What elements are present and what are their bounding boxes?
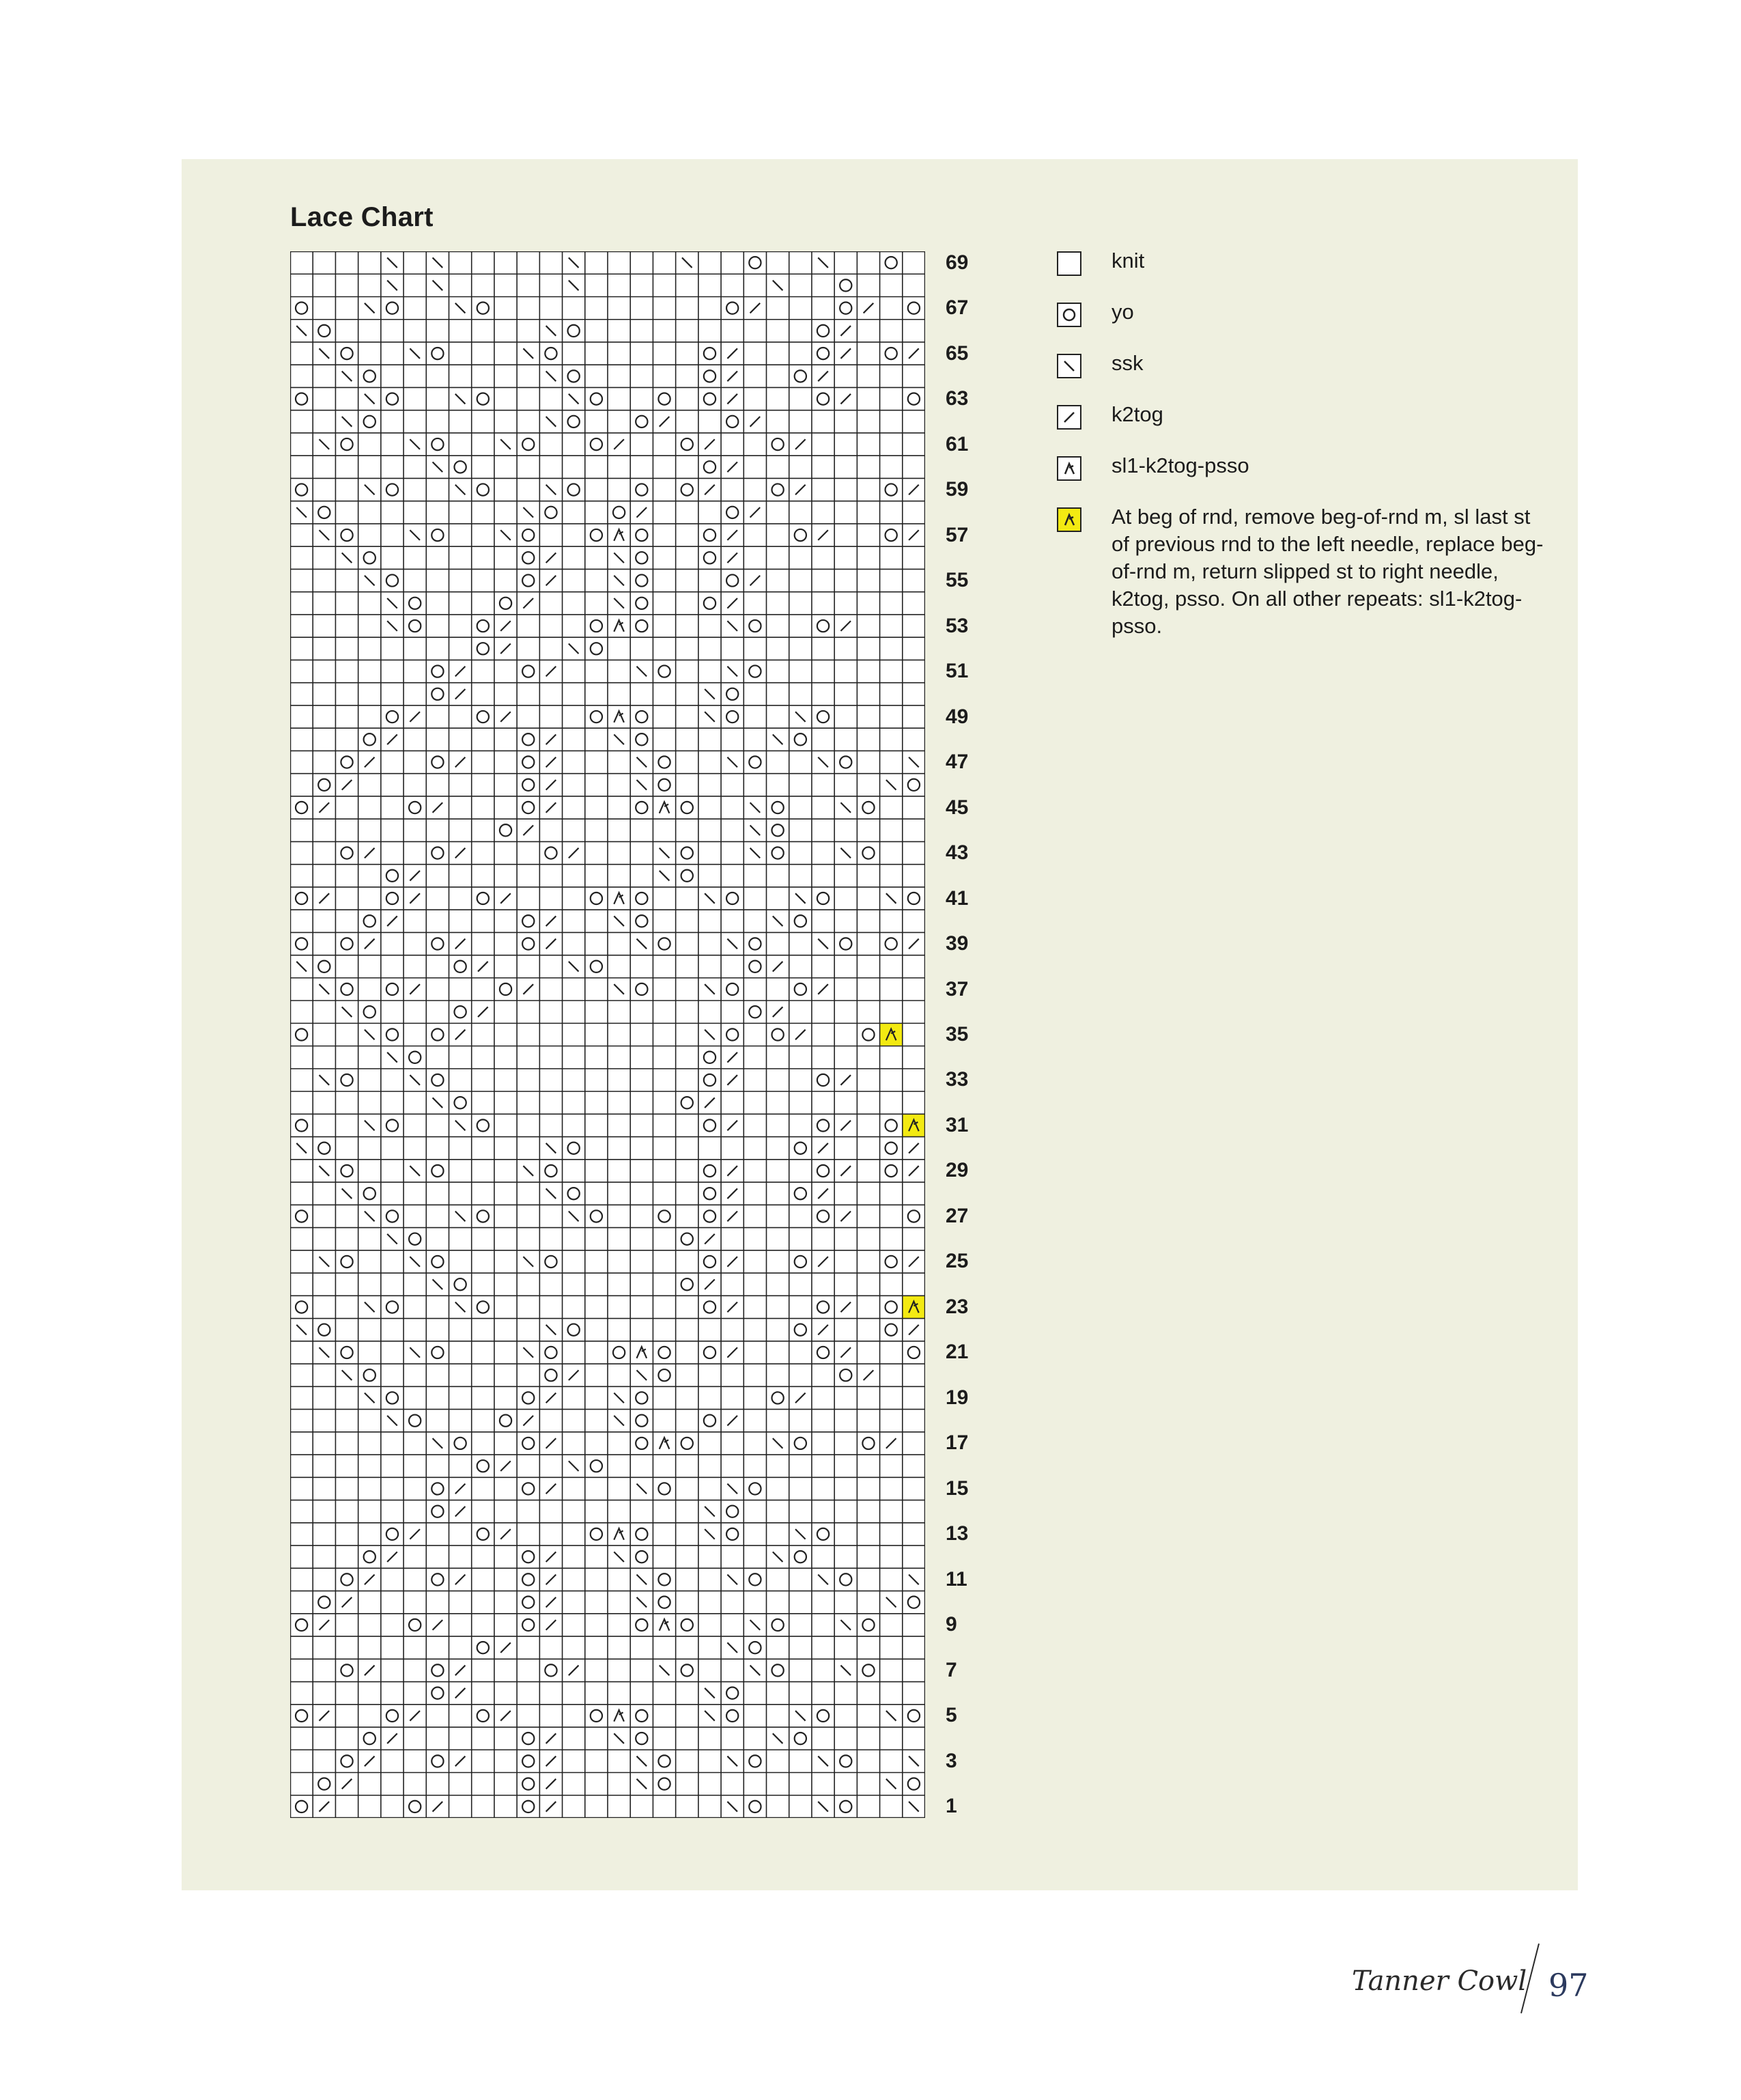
row-label-5: 5 xyxy=(946,1704,957,1727)
row-label-33: 33 xyxy=(946,1068,969,1091)
row-label-19: 19 xyxy=(946,1386,969,1409)
row-label-55: 55 xyxy=(946,569,969,592)
row-label-63: 63 xyxy=(946,387,969,410)
highlight-cell xyxy=(903,1296,925,1318)
lace-chart-grid xyxy=(290,251,925,1818)
ssk-symbol-icon xyxy=(1057,354,1081,378)
legend-sl1-k2tog-psso-label: sl1-k2tog-psso xyxy=(1112,453,1249,477)
k2tog-symbol-icon xyxy=(1057,405,1081,430)
chart-title: Lace Chart xyxy=(290,202,434,232)
highlighted-decrease-symbol-icon xyxy=(1057,507,1081,532)
legend-ssk-label: ssk xyxy=(1112,351,1144,375)
row-label-23: 23 xyxy=(946,1295,969,1318)
legend-yo-label: yo xyxy=(1112,300,1134,324)
row-label-17: 17 xyxy=(946,1431,969,1455)
page-number: 97 xyxy=(1548,1967,1589,2004)
row-label-25: 25 xyxy=(946,1250,969,1273)
footer-divider xyxy=(1517,1941,1544,2016)
row-label-65: 65 xyxy=(946,341,969,365)
legend-knit-label: knit xyxy=(1112,249,1145,272)
row-label-69: 69 xyxy=(946,251,969,274)
legend-k2tog-label: k2tog xyxy=(1112,402,1163,426)
row-number-labels xyxy=(946,251,1000,1818)
row-label-49: 49 xyxy=(946,705,969,728)
row-label-45: 45 xyxy=(946,796,969,819)
row-label-67: 67 xyxy=(946,296,969,320)
row-label-37: 37 xyxy=(946,977,969,1000)
row-label-31: 31 xyxy=(946,1113,969,1136)
highlight-cell xyxy=(903,1114,925,1136)
row-label-21: 21 xyxy=(946,1341,969,1364)
row-label-27: 27 xyxy=(946,1204,969,1227)
knit-symbol-icon xyxy=(1057,251,1081,276)
row-label-35: 35 xyxy=(946,1023,969,1046)
row-label-53: 53 xyxy=(946,614,969,637)
row-label-39: 39 xyxy=(946,932,969,955)
row-label-61: 61 xyxy=(946,432,969,456)
yo-symbol-icon xyxy=(1057,303,1081,327)
row-label-11: 11 xyxy=(946,1567,967,1591)
row-label-41: 41 xyxy=(946,886,969,910)
row-label-13: 13 xyxy=(946,1522,969,1545)
sl1-k2tog-psso-symbol-icon xyxy=(1057,456,1081,481)
row-label-29: 29 xyxy=(946,1159,969,1182)
row-label-15: 15 xyxy=(946,1476,969,1500)
row-label-3: 3 xyxy=(946,1749,957,1772)
row-label-1: 1 xyxy=(946,1795,957,1818)
row-label-9: 9 xyxy=(946,1613,957,1636)
row-label-59: 59 xyxy=(946,478,969,501)
row-label-47: 47 xyxy=(946,751,969,774)
legend-note-text: At beg of rnd, remove beg-of-rnd m, sl last st of previous rnd to the left needle, replace beg-of-rnd m, return slipped st to right needle, k2tog, psso. On all other repeats: sl1-k2tog-psso. xyxy=(1112,505,1544,638)
row-label-43: 43 xyxy=(946,841,969,865)
row-label-51: 51 xyxy=(946,660,969,683)
footer-title: Tanner Cowl xyxy=(1352,1965,1527,1997)
row-label-57: 57 xyxy=(946,523,969,546)
highlight-cell xyxy=(880,1023,903,1046)
row-label-7: 7 xyxy=(946,1658,957,1681)
